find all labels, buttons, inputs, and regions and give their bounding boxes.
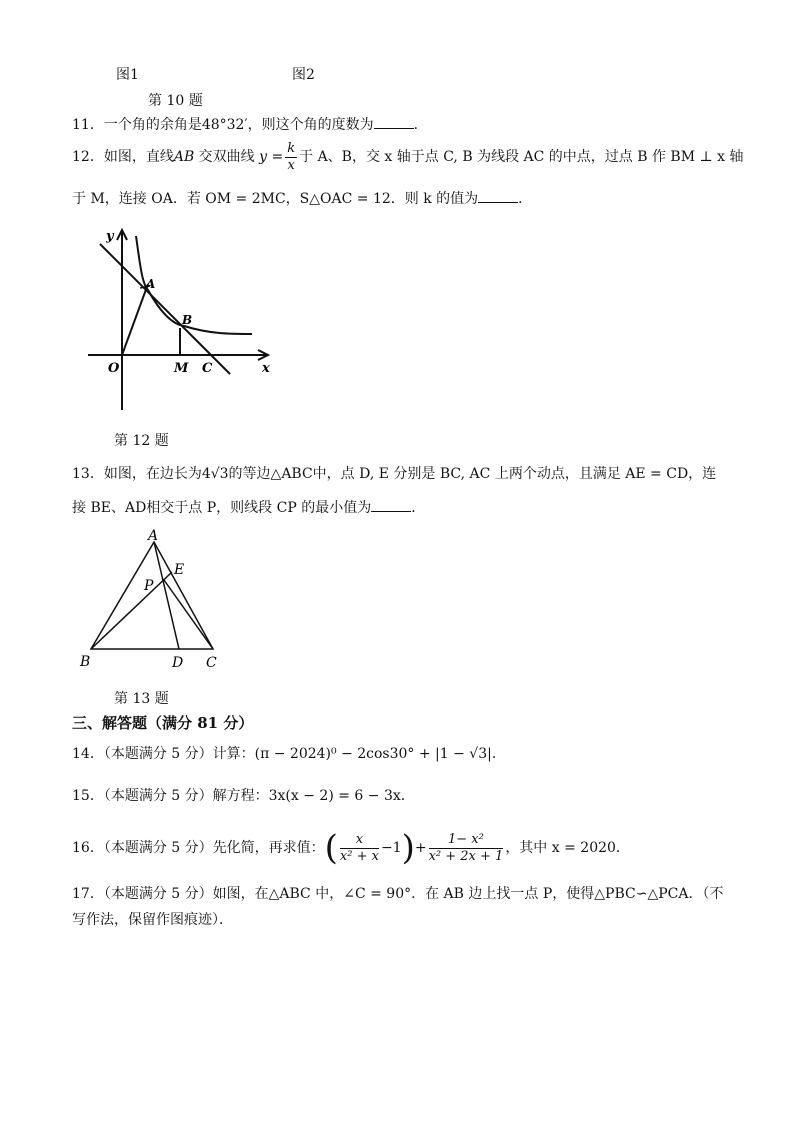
q16-suffix: ，其中 x = 2020． [505,840,630,856]
question-15: 15．（本题满分 5 分）解方程：3x(x − 2) = 6 − 3x． [72,788,415,804]
question-13-line1: 13．如图，在边长为4√3的等边△ABC中，点 D, E 分别是 BC, AC 上两个动点，且满足 AE = CD，连 [72,466,717,482]
question-14: 14．（本题满分 5 分）计算：(π − 2024)⁰ − 2cos30° + |1 − √3|． [72,746,506,762]
question-17-line2: 写作法，保留作图痕迹）． [72,912,233,928]
question10-caption: 第 10 题 [148,93,203,109]
q13-line2-text: 接 BE、AD相交于点 P，则线段 CP 的最小值为 [72,500,372,516]
q12-text-d: 于 A、B，交 x 轴于点 C, B 为线段 AC 的中点，过点 B 作 BM ⊥ x 轴 [299,149,744,165]
q12-frac-num: k [287,140,296,156]
q12-fraction [285,141,297,174]
question-11-text: 11．一个角的余角是48°32′，则这个角的度数为 [72,117,374,133]
q16-minus-one: −1 [380,840,402,856]
q12-frac-den: x [287,157,295,173]
label-a: A [146,277,156,291]
q16-frac2-den: x² + 2x + 1 [428,848,504,864]
answer-blank [371,497,411,512]
q16-prefix: 16．（本题满分 5 分）先化简，再求值： [72,840,325,856]
left-paren: ( [324,828,338,868]
q16-frac1-den: x² + x [339,848,379,864]
figure-12-hyperbola [80,224,280,414]
q12-line2-text: 于 M，连接 OA．若 OM = 2MC，S△OAC = 12．则 k 的值为 [72,191,479,207]
label-d: D [172,655,184,671]
question-11 [72,114,428,135]
label-x: x [262,361,270,376]
question-17-line1: 17．（本题满分 5 分）如图，在△ABC 中，∠C = 90°．在 AB 边上找一点 P，使得△PBC∽△PCA．（不 [72,886,724,902]
right-paren: ) [401,828,415,868]
q12-end: ． [518,191,533,207]
q16-frac2-num: 1− x² [429,832,504,849]
label-c: C [206,655,217,671]
label-p: P [144,578,154,594]
triangle-abc [91,542,213,649]
figure2-caption: 图2 [292,67,315,83]
q12-text-c: 交双曲线 [194,149,260,165]
label-m: M [174,361,189,376]
question13-caption: 第 13 题 [114,691,169,707]
figure1-caption: 图1 [116,67,139,83]
label-a: A [148,528,159,544]
label-y: y [106,229,114,244]
question-12-line1 [72,138,743,176]
q16-plus: + [414,840,427,856]
segment-be [91,572,172,649]
label-b: B [182,313,193,327]
label-c: C [202,361,213,376]
question12-caption: 第 12 题 [114,433,169,449]
figure-13-triangle [76,528,236,678]
answer-blank [478,188,518,203]
q12-text-b: AB [173,149,195,165]
q16-fraction-1 [340,832,379,865]
q16-frac1-num: x [340,832,379,849]
label-e: E [174,562,185,578]
segment-oa [122,284,148,355]
question-13-line2 [72,497,425,518]
answer-blank [374,114,414,129]
q12-y-eq: y = [259,149,284,165]
label-o: O [108,361,120,376]
question-12-line2 [72,188,532,209]
q12-text-a: 12．如图，直线 [72,149,174,165]
question-16 [72,826,630,870]
q16-fraction-2 [429,832,504,865]
label-b: B [80,654,91,670]
q13-end: ． [411,500,426,516]
section-heading: 三、解答题（满分 81 分） [72,714,254,732]
question-11-end: ． [413,117,428,133]
